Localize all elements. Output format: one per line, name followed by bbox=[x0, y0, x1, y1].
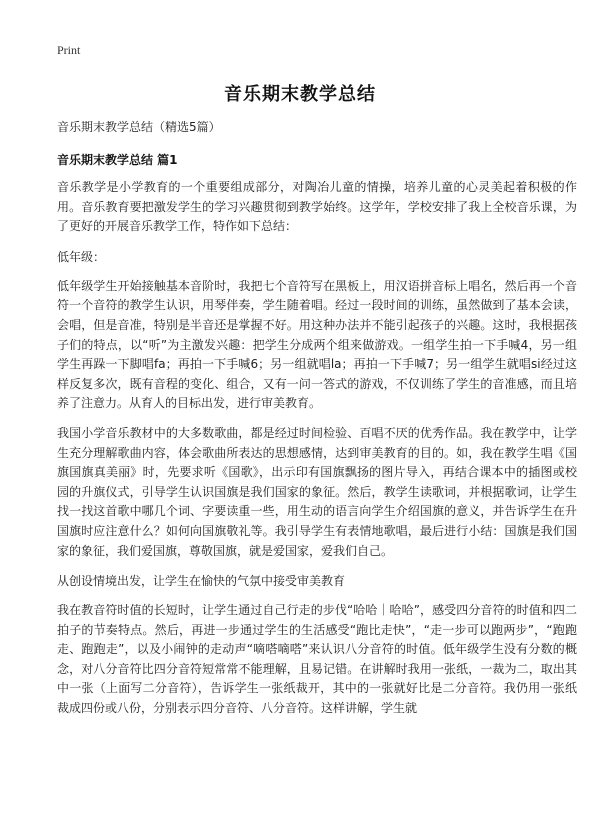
print-label[interactable]: Print bbox=[57, 43, 81, 57]
paragraph-scenario-heading: 从创设情境出发，让学生在愉快的气氛中接受审美教育 bbox=[57, 574, 346, 589]
document-body bbox=[57, 117, 577, 729]
section-heading: 音乐期末教学总结 篇1 bbox=[57, 153, 178, 167]
document-subtitle: 音乐期末教学总结（精选5篇） bbox=[57, 120, 221, 134]
paragraph-grade-label: 低年级： bbox=[57, 249, 106, 264]
paragraph-intro: 音乐教学是小学教育的一个重要组成部分，对陶冶儿童的情操，培养儿童的心灵美起着积极的作用。音乐教育要把激发学生的学习兴趣贯彻到教学始终。这学年，学校安排了我上全校音乐课，为了更好的开展音乐教学工作，特作如下总结： bbox=[57, 180, 577, 234]
paragraph-notes: 我在教音符时值的长短时，让学生通过自己行走的步伐“哈哈｜哈哈”，感受四分音符的时值和四二拍子的节奏特点。然后，再进一步通过学生的生活感受“跑比走快”，“走一步可以跑两步”，“跑跑走、跑跑走”，以及小闹钟的走动声“嘀嗒嘀嗒”来认识八分音符的时值。低年级学生没有分数的概念，对八分音符比四分音符短常常不能理解，且易记错。在讲解时我用一张纸，一裁为二，取出其中一张（上面写二分音符），告诉学生一张纸裁开，其中的一张就好比是二分音符。我仍用一张纸裁成四份或八份，分别表示四分音符、八分音符。这样讲解，学生就 bbox=[57, 603, 577, 716]
page-title: 音乐期末教学总结 bbox=[224, 84, 376, 105]
paragraph-low-grade: 低年级学生开始接触基本音阶时，我把七个音符写在黑板上，用汉语拼音标上唱名，然后再一个音符一个音符的教学生认识，用琴伴奏，学生随着唱。经过一段时间的训练，虽然做到了基本会读，会唱，但是音准，特别是半音还是掌握不好。用这种办法并不能引起孩子的兴趣。这时，我根据孩子们的特点，以“听”为主激发兴趣：把学生分成两个组来做游戏。一组学生拍一下手喊4，另一组学生再跺一下脚唱fa；再拍一下手喊6；另一组就唱la；再拍一下手喊7；另一组学生就唱si经过这样反复多次，既有音程的变化、组合，又有一问一答式的游戏，不仅训练了学生的音准感，而且培养了注意力。从育人的目标出发，进行审美教育。 bbox=[57, 278, 577, 411]
paragraph-aesthetic: 我国小学音乐教材中的大多数歌曲，都是经过时间检验、百唱不厌的优秀作品。我在教学中，让学生充分理解歌曲内容，体会歌曲所表达的思想感情，达到审美教育的目的。如，我在教学生唱《国旗国旗真美丽》时，先要求听《国歌》，出示印有国旗飘扬的图片导入，再结合课本中的插图或校园的升旗仪式，引导学生认识国旗是我们国家的象征。然后，教学生读歌词，并根据歌词，让学生找一找这首歌中哪几个词、字要读重一些，用生动的语言向学生介绍国旗的意义，并告诉学生在升国旗时应注意什么？如何向国旗敬礼等。我引导学生有表情地歌唱，最后进行小结：国旗是我们国家的象征，我们爱国旗，尊敬国旗，就是爱国家，爱我们自己。 bbox=[57, 425, 577, 558]
